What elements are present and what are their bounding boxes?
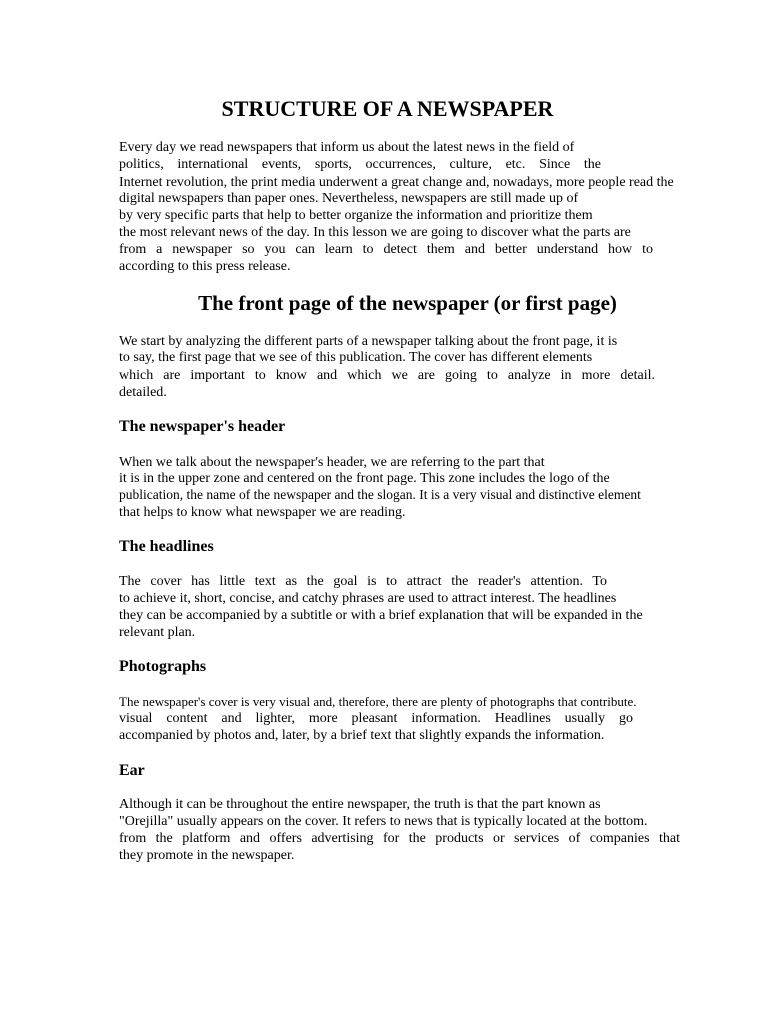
headlines-line: they can be accompanied by a subtitle or with a brief explanation that will be expanded in the (119, 608, 643, 623)
intro-line: Every day we read newspapers that inform us about the latest news in the field of (119, 140, 575, 155)
header-line: that helps to know what newspaper we are reading. (119, 505, 406, 520)
section-subtitle: The front page of the newspaper (or first page) (198, 291, 617, 315)
photographs-line: The newspaper's cover is very visual and, therefore, there are plenty of photographs that contribute. (119, 694, 637, 709)
headlines-line: relevant plan. (119, 625, 196, 640)
photographs-line: accompanied by photos and, later, by a brief text that slightly expands the information. (119, 728, 605, 743)
document-title: STRUCTURE OF A NEWSPAPER (221, 96, 554, 121)
intro-line: by very specific parts that help to better organize the information and prioritize them (119, 208, 593, 223)
header-line: When we talk about the newspaper's header, we are referring to the part that (119, 455, 545, 470)
headlines-line: to achieve it, short, concise, and catchy phrases are used to attract interest. The headlines (119, 591, 617, 606)
ear-line: from the platform and offers advertising for the products or services of companies that (119, 831, 680, 846)
header-line: it is in the upper zone and centered on the front page. This zone includes the logo of the (119, 471, 610, 486)
front-page-line: to say, the first page that we see of this publication. The cover has different elements (119, 350, 593, 365)
front-page-line: which are important to know and which we are going to analyze in more detail. (119, 368, 655, 383)
headlines-line: The cover has little text as the goal is to attract the reader's attention. To (119, 574, 607, 589)
intro-line: the most relevant news of the day. In this lesson we are going to discover what the parts are (119, 225, 631, 240)
section-heading-header: The newspaper's header (119, 418, 286, 435)
front-page-line: We start by analyzing the different parts of a newspaper talking about the front page, it is (119, 334, 618, 349)
intro-line: from a newspaper so you can learn to detect them and better understand how to (119, 242, 653, 257)
ear-line: they promote in the newspaper. (119, 848, 295, 863)
section-heading-ear: Ear (119, 762, 145, 779)
section-heading-photographs: Photographs (119, 658, 207, 675)
intro-line: digital newspapers than paper ones. Nevertheless, newspapers are still made up of (119, 191, 579, 206)
photographs-line: visual content and lighter, more pleasant information. Headlines usually go (119, 711, 633, 726)
intro-line: Internet revolution, the print media underwent a great change and, nowadays, more people read the (119, 175, 674, 190)
ear-line: "Orejilla" usually appears on the cover. It refers to news that is typically located at the bottom. (119, 814, 648, 829)
intro-line: according to this press release. (119, 259, 291, 274)
section-heading-headlines: The headlines (119, 538, 214, 555)
front-page-line: detailed. (119, 385, 167, 400)
header-line: publication, the name of the newspaper and the slogan. It is a very visual and distinctive element (119, 487, 641, 502)
intro-line: politics, international events, sports, occurrences, culture, etc. Since the (119, 157, 601, 172)
ear-line: Although it can be throughout the entire newspaper, the truth is that the part known as (119, 797, 601, 812)
